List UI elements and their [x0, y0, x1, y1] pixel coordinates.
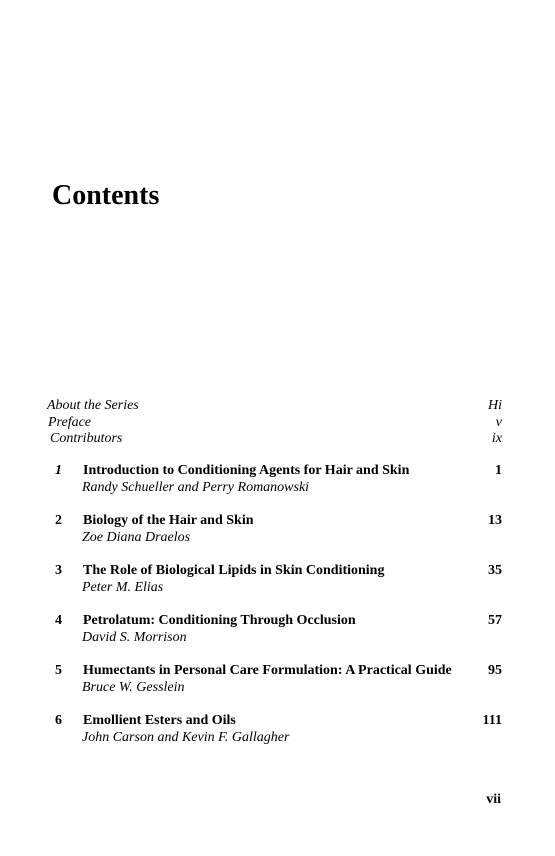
chapter-page: 95 — [488, 663, 502, 678]
chapter-authors: Peter M. Elias — [82, 580, 164, 595]
front-matter-page: v — [495, 414, 502, 430]
chapter-number: 6 — [55, 713, 62, 728]
front-matter-label: Contributors — [50, 431, 123, 446]
chapter-title: Emollient Esters and Oils — [83, 713, 236, 728]
front-matter-page: ix — [491, 431, 502, 446]
chapter-entry — [55, 713, 502, 763]
chapter-authors: Bruce W. Gesslein — [82, 680, 185, 695]
front-matter-page: Hi — [488, 398, 502, 413]
front-matter-list — [47, 398, 502, 448]
chapter-entry — [55, 563, 502, 613]
front-matter-entry — [47, 431, 502, 448]
chapter-number: 4 — [55, 613, 62, 628]
front-matter-entry — [47, 398, 502, 415]
page-title: Contents — [52, 180, 160, 211]
chapter-authors: Zoe Diana Draelos — [82, 530, 191, 545]
chapter-title: The Role of Biological Lipids in Skin Conditioning — [83, 563, 385, 578]
chapter-authors: David S. Morrison — [82, 630, 187, 645]
chapter-number: 1 — [55, 463, 62, 478]
chapter-title: Introduction to Conditioning Agents for Hair and Skin — [83, 463, 410, 478]
chapter-title: Biology of the Hair and Skin — [83, 513, 254, 528]
chapter-page: 57 — [488, 613, 502, 628]
chapter-authors: John Carson and Kevin F. Gallagher — [82, 730, 290, 745]
front-matter-label: Preface — [48, 414, 92, 430]
chapter-list — [55, 463, 502, 763]
chapter-entry — [55, 463, 502, 513]
chapter-title: Petrolatum: Conditioning Through Occlusion — [83, 613, 356, 628]
chapter-title: Humectants in Personal Care Formulation: A Practical Guide — [83, 663, 452, 678]
chapter-entry — [55, 513, 502, 563]
front-matter-entry — [47, 415, 502, 432]
chapter-entry — [55, 613, 502, 663]
chapter-number: 5 — [55, 663, 62, 678]
chapter-entry — [55, 663, 502, 713]
chapter-page: 1 — [495, 463, 502, 478]
chapter-number: 2 — [55, 513, 62, 528]
chapter-number: 3 — [55, 563, 62, 578]
chapter-authors: Randy Schueller and Perry Romanowski — [82, 480, 310, 495]
chapter-page: 35 — [488, 563, 502, 578]
page-number: vii — [486, 792, 501, 807]
chapter-page: 13 — [488, 513, 502, 528]
front-matter-label: About the Series — [47, 398, 139, 413]
chapter-page: 111 — [482, 713, 502, 728]
